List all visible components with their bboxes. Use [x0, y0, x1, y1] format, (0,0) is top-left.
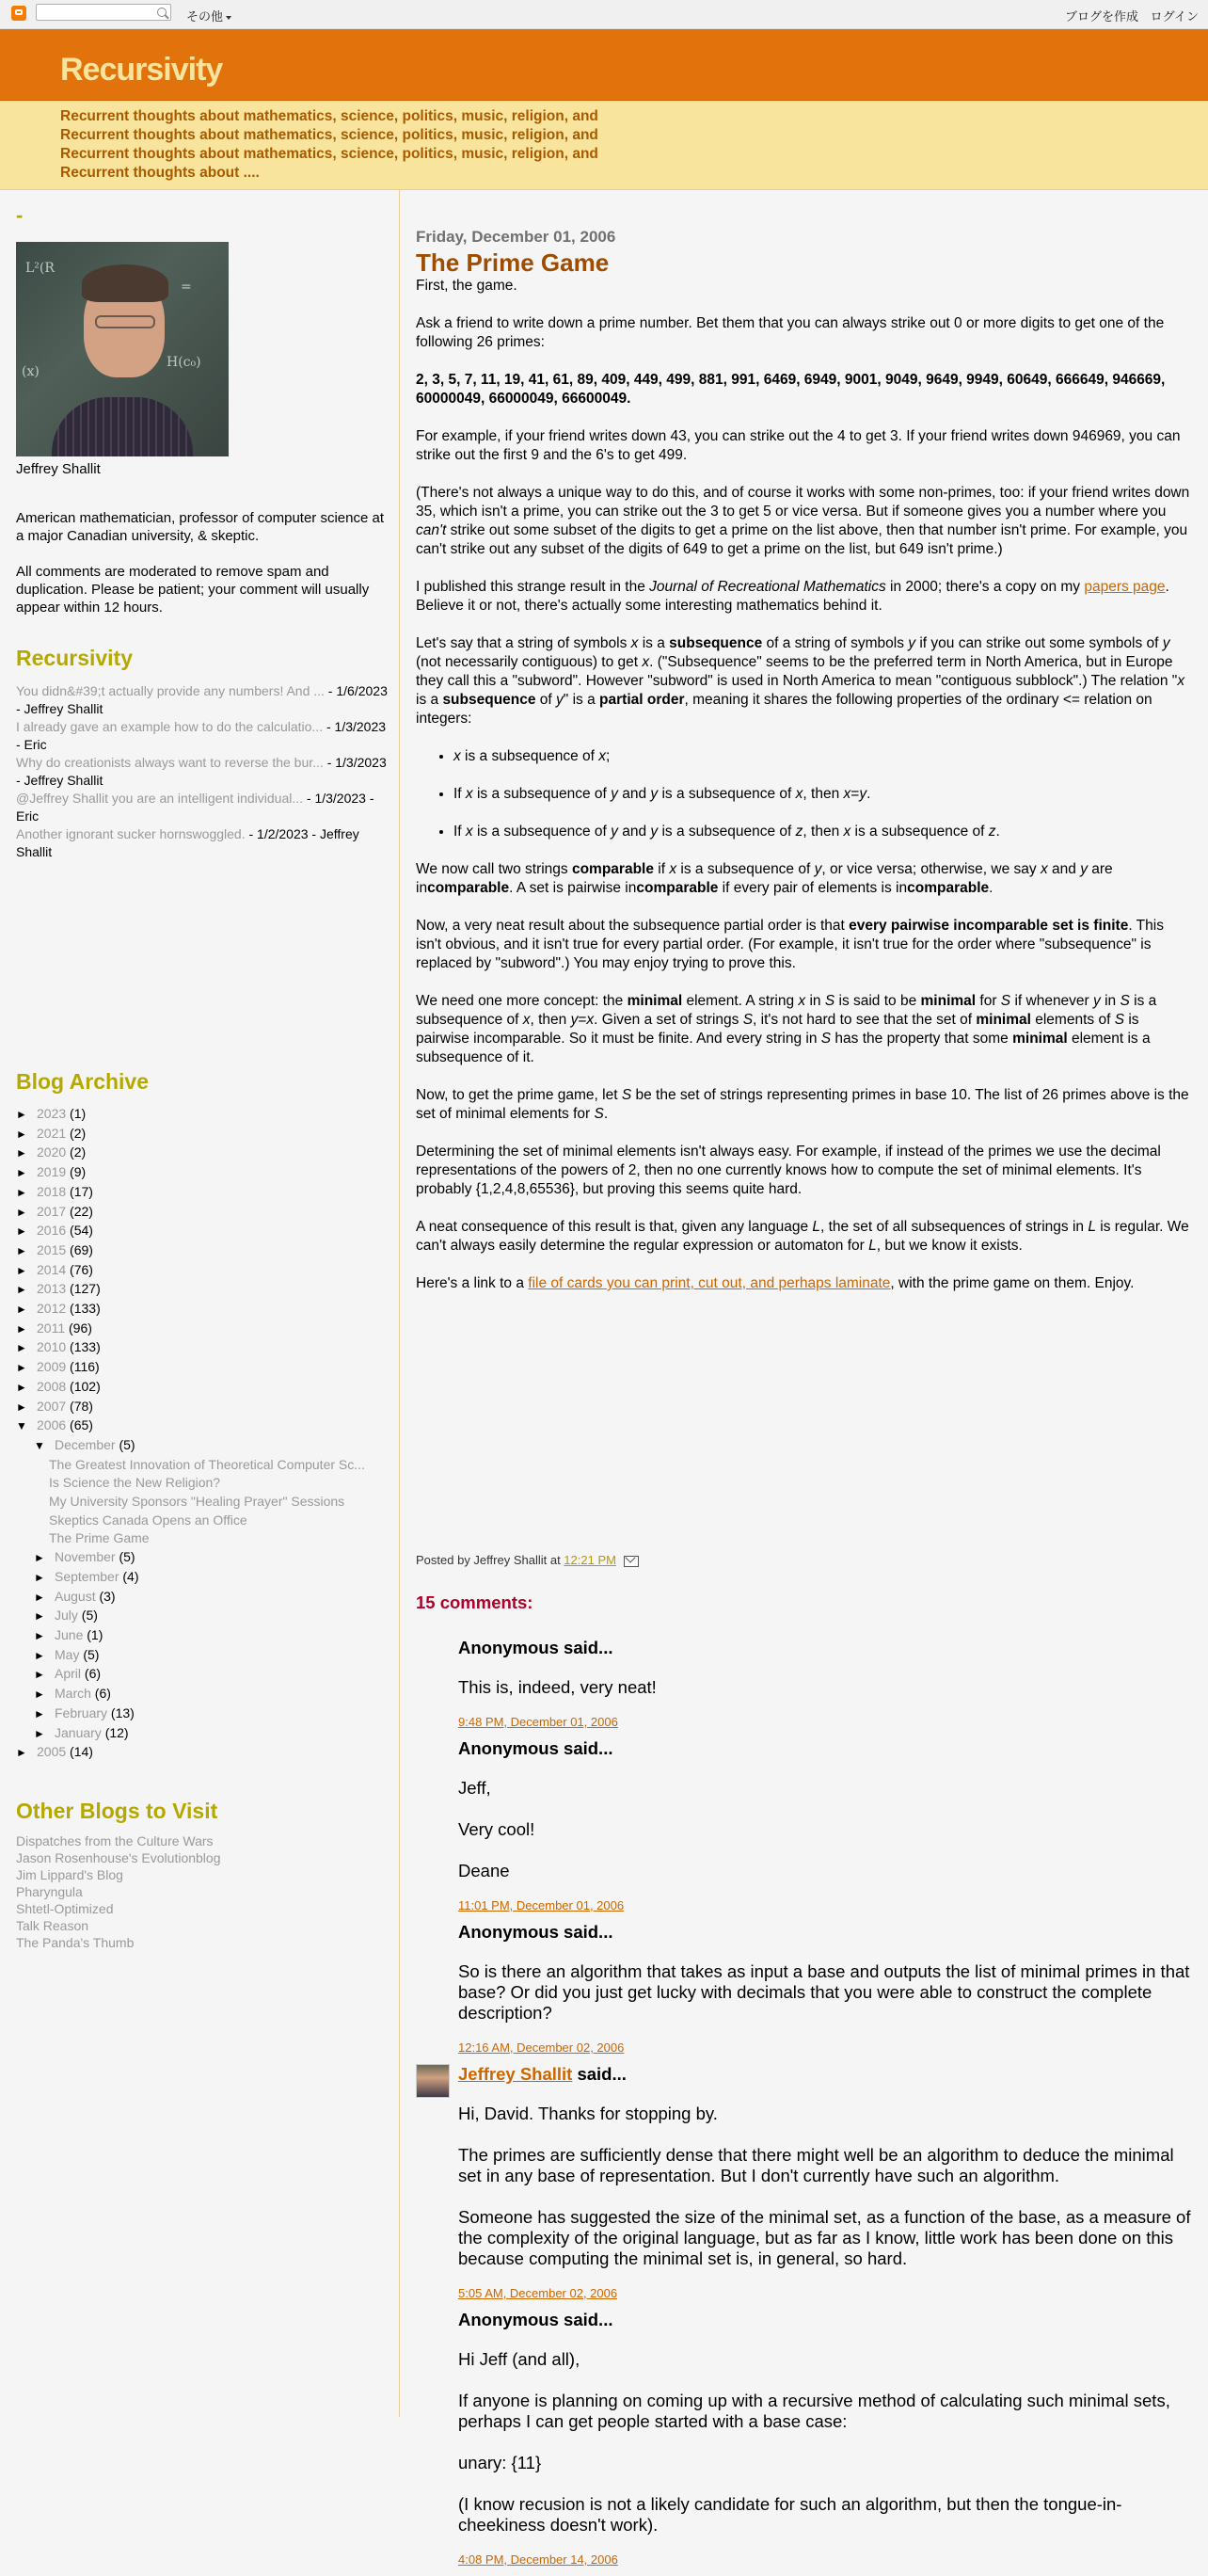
other-blog-item	[16, 1866, 221, 1883]
archive-count: (17)	[66, 1183, 93, 1199]
comment-author	[458, 2064, 1193, 2085]
archive-year-link[interactable]: 2014	[37, 1261, 67, 1277]
comment-paragraph: (I know recusion is not a likely candidate for such an algorithm, but then the tongue-in-cheekiness doesn't work).	[458, 2494, 1122, 2535]
description-line: Recurrent thoughts about ....	[60, 165, 260, 181]
expand-toggle-icon[interactable]: ►	[16, 1205, 27, 1219]
archive-count: (22)	[66, 1203, 93, 1219]
recent-comment-meta: - 1/6/2023 - Jeffrey Shallit	[16, 683, 388, 716]
recent-comment-item	[16, 718, 388, 754]
comment-timestamp-link[interactable]: 4:08 PM, December 14, 2006	[458, 2552, 618, 2567]
blog-archive-list	[16, 1105, 392, 1763]
expand-toggle-icon[interactable]: ►	[16, 1746, 27, 1760]
comment-paragraph: Very cool!	[458, 1819, 535, 1839]
comment-paragraph: This is, indeed, very neat!	[458, 1677, 657, 1697]
archive-year-link[interactable]: 2016	[37, 1223, 67, 1239]
archive-post-link[interactable]: Is Science the New Religion?	[49, 1475, 221, 1491]
archive-month-link[interactable]: July	[55, 1608, 78, 1624]
archive-count: (14)	[66, 1744, 93, 1760]
expand-toggle-icon[interactable]: ►	[16, 1127, 27, 1141]
list-item: • If x is a subsequence of y and y is a subsequence of x, then x=y.	[453, 785, 1193, 804]
recent-comment-meta: - 1/3/2023 - Eric	[16, 719, 387, 752]
comment-timestamp-link[interactable]: 12:16 AM, December 02, 2006	[458, 2040, 625, 2055]
archive-post-item	[16, 1456, 392, 1475]
comment-body	[458, 2349, 1193, 2536]
comment-said-label: said...	[558, 1738, 613, 1758]
archive-year	[16, 1743, 392, 1763]
expand-toggle-icon[interactable]: ►	[34, 1570, 45, 1584]
comment-author	[458, 1738, 1193, 1759]
archive-month	[16, 1626, 392, 1646]
expand-toggle-icon[interactable]: ►	[16, 1185, 27, 1199]
recent-comment-meta: - 1/2/2023 - Jeffrey Shallit	[16, 826, 359, 859]
comment-paragraph: Deane	[458, 1861, 510, 1880]
comment-author-name: Anonymous	[458, 2310, 559, 2329]
expand-toggle-icon[interactable]: ►	[34, 1706, 45, 1720]
papers-page-link[interactable]: papers page	[1084, 579, 1166, 595]
archive-count: (2)	[66, 1144, 87, 1160]
profile-heading: -	[16, 203, 24, 227]
collapse-toggle-icon[interactable]: ▼	[16, 1419, 27, 1433]
comment-said-label: said...	[558, 2310, 613, 2329]
expand-toggle-icon[interactable]: ►	[34, 1726, 45, 1740]
sidebar	[0, 190, 400, 2417]
archive-year	[16, 1163, 392, 1183]
expand-toggle-icon[interactable]: ►	[34, 1590, 45, 1604]
archive-month-link[interactable]: September	[55, 1568, 119, 1584]
expand-toggle-icon[interactable]: ►	[34, 1688, 45, 1702]
recent-comment-item	[16, 682, 388, 718]
blogger-logo-icon[interactable]	[11, 6, 26, 21]
profile-about-text: American mathematician, professor of computer science at a major Canadian university, & skeptic.	[16, 510, 385, 544]
archive-post-link[interactable]: The Greatest Innovation of Theoretical Computer Sc...	[49, 1456, 365, 1472]
archive-post-item	[16, 1493, 392, 1512]
recent-comment-link[interactable]: I already gave an example how to do the calculatio...	[16, 719, 324, 734]
comment-body	[458, 1677, 1193, 1698]
search-input[interactable]	[36, 4, 171, 21]
other-blog-item	[16, 1900, 221, 1917]
recent-comments-list	[16, 682, 388, 861]
archive-count: (1)	[66, 1106, 87, 1121]
archive-count: (133)	[66, 1339, 101, 1355]
post-author-line: Posted by Jeffrey Shallit at	[416, 1553, 564, 1567]
archive-count: (5)	[79, 1646, 100, 1662]
expand-toggle-icon[interactable]: ►	[34, 1648, 45, 1662]
other-blog-link[interactable]: Pharyngula	[16, 1884, 83, 1899]
list-item: • If x is a subsequence of y and y is a subsequence of z, then x is a subsequence of z.	[453, 823, 1193, 841]
recent-comment-meta: - 1/3/2023 - Jeffrey Shallit	[16, 755, 387, 788]
comment-paragraph: So is there an algorithm that takes as input a base and outputs the list of minimal primes in that base? Or did you just get lucky with decimals that you were able to construct the complete description?	[458, 1961, 1190, 2023]
archive-post-item	[16, 1512, 392, 1530]
list-item: • x is a subsequence of x;	[453, 747, 1193, 766]
archive-month	[16, 1588, 392, 1608]
archive-count: (127)	[66, 1281, 101, 1297]
comments-list	[416, 1638, 1193, 2576]
post-body	[416, 277, 1193, 1312]
archive-year-link[interactable]: 2010	[37, 1339, 67, 1355]
archive-month	[16, 1548, 392, 1568]
comment	[416, 1922, 1193, 2055]
cards-file-link[interactable]: file of cards you can print, cut out, and perhaps laminate	[528, 1275, 891, 1291]
archive-year	[16, 1125, 392, 1144]
description-line: Recurrent thoughts about mathematics, science, politics, music, religion, and	[60, 146, 598, 162]
expand-toggle-icon[interactable]: ►	[16, 1146, 27, 1160]
archive-month	[16, 1646, 392, 1666]
archive-count: (54)	[66, 1223, 93, 1239]
comment	[416, 1638, 1193, 1729]
expand-toggle-icon[interactable]: ►	[34, 1609, 45, 1624]
archive-year	[16, 1378, 392, 1398]
archive-count: (96)	[65, 1320, 92, 1336]
post-paragraph: First, the game.	[416, 278, 517, 294]
archive-count: (76)	[66, 1261, 93, 1277]
expand-toggle-icon[interactable]: ►	[16, 1283, 27, 1297]
expand-toggle-icon[interactable]: ►	[34, 1628, 45, 1642]
other-blog-item	[16, 1832, 221, 1849]
archive-year-link[interactable]: 2020	[37, 1144, 67, 1160]
other-blog-link[interactable]: Talk Reason	[16, 1918, 89, 1933]
email-post-icon[interactable]	[624, 1556, 639, 1567]
login-link[interactable]: ログイン	[1150, 9, 1199, 24]
other-blog-item	[16, 1917, 221, 1934]
archive-count: (4)	[119, 1568, 139, 1584]
archive-month-link[interactable]: August	[55, 1588, 96, 1604]
archive-count: (69)	[66, 1241, 93, 1257]
journal-name: Journal of Recreational Mathematics	[649, 579, 886, 595]
profile-about-text: All comments are moderated to remove spam and duplication. Please be patient; your comment will usually appear within 12 hours.	[16, 564, 370, 616]
comment-paragraph: Hi, David. Thanks for stopping by.	[458, 2104, 718, 2123]
archive-year	[16, 1222, 392, 1241]
post-paragraph: Let's say that a string of symbols x is a subsequence of a string of symbols y if you can strike out some symbols of y (not necessarily contiguous) to get x. ("Subsequence" seems to be the preferred term in North America, but in Europe they call this a "subword". However "subword" is used in North America to mean "contiguous subblock".) The relation "x is a subsequence of y" is a partial order, meaning it shares the following properties of the ordinary <= relation on integers:	[416, 635, 1185, 727]
comment-timestamp-link[interactable]: 5:05 AM, December 02, 2006	[458, 2286, 618, 2300]
archive-count: (2)	[66, 1125, 87, 1141]
comment-paragraph: unary: {11}	[458, 2453, 542, 2472]
archive-count: (1)	[83, 1626, 103, 1642]
archive-month-link[interactable]: March	[55, 1686, 91, 1702]
archive-year-link[interactable]: 2021	[37, 1125, 67, 1141]
archive-count: (5)	[77, 1608, 98, 1624]
archive-count: (5)	[115, 1549, 135, 1565]
comment-author	[458, 2310, 1193, 2330]
create-blog-link[interactable]: ブログを作成	[1064, 9, 1138, 24]
profile-photo[interactable]: L²(R H(c₀) (x) =	[16, 242, 229, 456]
other-blog-link[interactable]: The Panda's Thumb	[16, 1935, 135, 1950]
archive-count: (102)	[66, 1378, 101, 1394]
other-blogs-list	[16, 1832, 221, 1951]
comment-said-label: said...	[558, 1922, 613, 1942]
blog-header	[0, 29, 1208, 101]
description-line: Recurrent thoughts about mathematics, science, politics, music, religion, and	[60, 127, 598, 143]
expand-toggle-icon[interactable]: ►	[16, 1341, 27, 1355]
avatar[interactable]	[416, 2064, 450, 2098]
comment-said-label: said...	[558, 1638, 613, 1657]
expand-toggle-icon[interactable]: ►	[16, 1263, 27, 1277]
post-footer	[416, 1553, 639, 1567]
main-content	[400, 190, 1208, 2567]
other-blog-item	[16, 1883, 221, 1900]
archive-year	[16, 1183, 392, 1203]
comment	[416, 2064, 1193, 2300]
archive-year	[16, 1144, 392, 1163]
post-title[interactable]: The Prime Game	[416, 248, 610, 277]
blog-description	[0, 101, 1208, 190]
archive-post-item	[16, 1474, 392, 1493]
other-blogs-heading: Other Blogs to Visit	[16, 1799, 218, 1823]
archive-post-item	[16, 1529, 392, 1548]
post-paragraph: Now, to get the prime game, let S be the set of strings representing primes in base 10. The list of 26 primes above is the set of minimal elements for S.	[416, 1087, 1189, 1122]
archive-year	[16, 1358, 392, 1378]
post-paragraph: Ask a friend to write down a prime number. Bet them that you can always strike out 0 or more digits to get one of the following 26 primes:	[416, 315, 1165, 350]
profile-about	[16, 509, 388, 634]
comment	[416, 1738, 1193, 1912]
comment-author-name: Anonymous	[458, 1738, 559, 1758]
post-date: Friday, December 01, 2006	[416, 228, 616, 246]
comment-said-label: said...	[572, 2064, 627, 2084]
expand-toggle-icon[interactable]: ►	[16, 1321, 27, 1336]
archive-year-link[interactable]: 2017	[37, 1203, 67, 1219]
properties-list	[416, 747, 1193, 841]
recent-comment-link[interactable]: You didn&#39;t actually provide any numbers! And ...	[16, 683, 325, 698]
archive-year	[16, 1105, 392, 1125]
comment-body	[458, 2104, 1193, 2269]
expand-toggle-icon[interactable]: ►	[16, 1166, 27, 1180]
profile-name[interactable]: Jeffrey Shallit	[16, 461, 101, 477]
blog-title[interactable]: Recursivity	[60, 52, 223, 88]
comments-heading: 15 comments:	[416, 1592, 533, 1612]
comment-paragraph: Jeff,	[458, 1778, 491, 1798]
post-paragraph: Determining the set of minimal elements isn't always easy. For example, if instead of the primes we use the decimal representations of the powers of 2, then no one currently knows how to compute the set of minimal elements. It's probably {1,2,4,8,65536}, but proving this seems quite hard.	[416, 1144, 1161, 1197]
archive-count: (6)	[90, 1686, 111, 1702]
archive-month-link[interactable]: June	[55, 1626, 84, 1642]
archive-post-link[interactable]: The Prime Game	[49, 1530, 150, 1546]
archive-month	[16, 1685, 392, 1704]
expand-toggle-icon[interactable]: ►	[34, 1551, 45, 1565]
recent-comment-link[interactable]: @Jeffrey Shallit you are an intelligent individual...	[16, 791, 304, 806]
archive-count: (3)	[95, 1588, 116, 1604]
archive-year-link[interactable]: 2005	[37, 1744, 67, 1760]
blog-archive-heading: Blog Archive	[16, 1069, 150, 1094]
expand-toggle-icon[interactable]: ►	[16, 1243, 27, 1257]
archive-count: (12)	[101, 1724, 129, 1740]
archive-count: (116)	[66, 1359, 100, 1375]
archive-month	[16, 1568, 392, 1588]
archive-post-link[interactable]: My University Sponsors "Healing Prayer" Sessions	[49, 1494, 345, 1510]
expand-toggle-icon[interactable]: ►	[16, 1108, 27, 1121]
comment-paragraph: If anyone is planning on coming up with a recursive method of calculating such minimal sets, perhaps I can get people started with a base case:	[458, 2391, 1170, 2431]
expand-toggle-icon[interactable]: ►	[34, 1668, 45, 1682]
post-paragraph: We now call two strings comparable if x is a subsequence of y, or vice versa; otherwise, we say x and y are incomparable. A set is pairwise incomparable if every pair of elements is incomparable.	[416, 861, 1113, 896]
post-paragraph: We need one more concept: the minimal element. A string x in S is said to be minimal for S if whenever y in S is a subsequence of x, then y=x. Given a set of strings S, it's not hard to see that the set of minimal elements of S is pairwise incomparable. So it must be finite. And every string in S has the property that some minimal element is a subsequence of it.	[416, 993, 1157, 1065]
archive-count: (6)	[81, 1666, 102, 1682]
expand-toggle-icon[interactable]: ►	[16, 1224, 27, 1239]
navbar	[0, 0, 1208, 29]
archive-count: (13)	[107, 1704, 135, 1720]
archive-year	[16, 1398, 392, 1417]
more-label: その他	[186, 9, 224, 24]
archive-count: (65)	[66, 1417, 93, 1433]
archive-year-link[interactable]: 2015	[37, 1241, 67, 1257]
archive-year-link[interactable]: 2007	[37, 1398, 67, 1414]
comment-paragraph: The primes are sufficiently dense that there might well be an algorithm to deduce the minimal set in any base of representation. But I don't currently have such an algorithm.	[458, 2145, 1174, 2185]
comment-timestamp-link[interactable]: 9:48 PM, December 01, 2006	[458, 1715, 618, 1729]
archive-year	[16, 1416, 392, 1436]
expand-toggle-icon[interactable]: ►	[16, 1380, 27, 1394]
expand-toggle-icon[interactable]: ►	[16, 1361, 27, 1375]
post-paragraph: Now, a very neat result about the subsequence partial order is that every pairwise incomparable set is finite. This isn't obvious, and it isn't true for every partial order. (For example, it isn't true for the order where "subsequence" is replaced by "subword".) You may enjoy trying to prove this.	[416, 918, 1164, 971]
post-paragraph: I published this strange result in the Journal of Recreational Mathematics in 2000; there's a copy on my papers page. Believe it or not, there's actually some interesting mathematics behind it.	[416, 579, 1169, 614]
other-blog-link[interactable]: Dispatches from the Culture Wars	[16, 1833, 214, 1848]
archive-year-link[interactable]: 2008	[37, 1378, 67, 1394]
post-paragraph: (There's not always a unique way to do this, and of course it works with some non-primes, too: if your friend writes down 35, which isn't a prime, you can strike out the 3 to get 5 or vice versa. But if someone gives you a number where you can't strike out some subset of the digits to get a prime on the list above, then that number isn't prime. For example, you can't strike out any subset of the digits of 649 to get a prime on the list, but 649 isn't prime.)	[416, 485, 1190, 557]
archive-year-link[interactable]: 2023	[37, 1106, 67, 1121]
prime-list: 2, 3, 5, 7, 11, 19, 41, 61, 89, 409, 449, 499, 881, 991, 6469, 6949, 9001, 9049, 9649, 9949, 60649, 666649, 946669, 60000049, 66000049, 66600049.	[416, 372, 1166, 407]
archive-year	[16, 1261, 392, 1281]
archive-month	[16, 1665, 392, 1685]
archive-month	[16, 1436, 392, 1456]
archive-year	[16, 1203, 392, 1223]
recent-comment-link[interactable]: Why do creationists always want to reverse the bur...	[16, 755, 324, 770]
comment-author	[458, 1922, 1193, 1943]
archive-count: (5)	[115, 1436, 135, 1452]
recent-comment-item	[16, 825, 388, 861]
archive-month-link[interactable]: January	[55, 1724, 102, 1740]
collapse-toggle-icon[interactable]: ▼	[34, 1438, 45, 1452]
description-line: Recurrent thoughts about mathematics, science, politics, music, religion, and	[60, 108, 598, 124]
archive-month-link[interactable]: November	[55, 1549, 116, 1565]
archive-month-link[interactable]: April	[55, 1666, 82, 1682]
comment	[416, 2310, 1193, 2567]
archive-count: (78)	[66, 1398, 93, 1414]
comment-body	[458, 1778, 1193, 1881]
recent-comments-heading[interactable]: Recursivity	[16, 646, 134, 670]
archive-year-link[interactable]: 2009	[37, 1359, 67, 1375]
comment-author-name: Anonymous	[458, 1922, 559, 1942]
comment-author-name: Anonymous	[458, 1638, 559, 1657]
archive-month	[16, 1607, 392, 1626]
comment-author	[458, 1638, 1193, 1658]
archive-month	[16, 1704, 392, 1724]
chevron-down-icon	[226, 16, 231, 20]
comment-timestamp-link[interactable]: 11:01 PM, December 01, 2006	[458, 1898, 625, 1912]
archive-year	[16, 1338, 392, 1358]
post-paragraph: Here's a link to a file of cards you can print, cut out, and perhaps laminate, with the prime game on them. Enjoy.	[416, 1275, 1135, 1291]
archive-year	[16, 1241, 392, 1261]
comment-author-link[interactable]: Jeffrey Shallit	[458, 2064, 573, 2084]
recent-comment-meta: - 1/3/2023 - Eric	[16, 791, 374, 824]
archive-year-link[interactable]: 2019	[37, 1164, 67, 1180]
more-menu[interactable]	[186, 7, 231, 24]
archive-month-link[interactable]: December	[55, 1436, 116, 1452]
other-blog-item	[16, 1934, 221, 1951]
comment-paragraph: Hi Jeff (and all),	[458, 2349, 580, 2369]
comment-body	[458, 1961, 1193, 2024]
archive-year-link[interactable]: 2018	[37, 1183, 67, 1199]
comment-paragraph: Someone has suggested the size of the minimal set, as a function of the base, as a measure of the complexity of the original language, but as far as I know, little work has been done on this because computing the minimal set is, in general, so hard.	[458, 2207, 1191, 2268]
post-timestamp-link[interactable]: 12:21 PM	[564, 1553, 616, 1567]
other-blog-link[interactable]: Shtetl-Optimized	[16, 1901, 114, 1916]
other-blog-link[interactable]: Jason Rosenhouse's Evolutionblog	[16, 1850, 221, 1865]
archive-year	[16, 1320, 392, 1339]
recent-comment-item	[16, 790, 388, 825]
archive-year-link[interactable]: 2013	[37, 1281, 67, 1297]
recent-comment-link[interactable]: Another ignorant sucker hornswoggled.	[16, 826, 246, 841]
post-paragraph: For example, if your friend writes down 43, you can strike out the 4 to get 3. If your friend writes down 946969, you can strike out the first 9 and the 6's to get 499.	[416, 428, 1181, 463]
archive-year-link[interactable]: 2006	[37, 1417, 67, 1433]
archive-count: (133)	[66, 1301, 101, 1317]
archive-month-link[interactable]: February	[55, 1704, 108, 1720]
expand-toggle-icon[interactable]: ►	[16, 1400, 27, 1414]
archive-year	[16, 1300, 392, 1320]
archive-count: (9)	[66, 1164, 87, 1180]
archive-post-link[interactable]: Skeptics Canada Opens an Office	[49, 1512, 247, 1528]
other-blog-item	[16, 1849, 221, 1866]
recent-comment-item	[16, 754, 388, 790]
archive-month-link[interactable]: May	[55, 1646, 80, 1662]
post-paragraph: A neat consequence of this result is that, given any language L, the set of all subsequences of strings in L is regular. We can't always easily determine the regular expression or automaton for L, but we know it exists.	[416, 1219, 1189, 1254]
archive-year	[16, 1280, 392, 1300]
other-blog-link[interactable]: Jim Lippard's Blog	[16, 1867, 123, 1882]
archive-year-link[interactable]: 2012	[37, 1301, 67, 1317]
archive-year-link[interactable]: 2011	[37, 1320, 66, 1336]
search-icon[interactable]	[157, 8, 167, 17]
archive-month	[16, 1724, 392, 1744]
expand-toggle-icon[interactable]: ►	[16, 1303, 27, 1317]
